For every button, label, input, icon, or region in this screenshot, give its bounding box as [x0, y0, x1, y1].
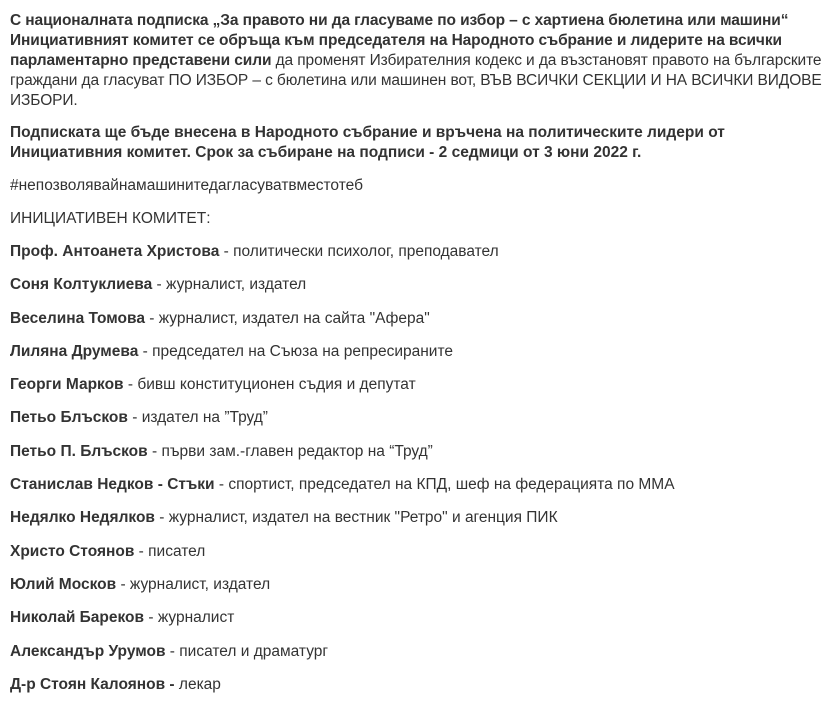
member-description: - писател и драматург [165, 642, 329, 660]
member-name: Станислав Недков - Стъки [10, 476, 215, 494]
committee-member [10, 542, 827, 562]
member-description: лекар [174, 675, 221, 693]
committee-member [10, 508, 827, 528]
committee-member [10, 475, 827, 495]
committee-member [10, 375, 827, 395]
member-name: Георги Марков [10, 376, 124, 394]
intro-bold-text: С националната подписка „За правото ни да гласуваме по избор – с хартиена бюлетина или машини“ Инициативният комитет се обръща към председателя на Народното събрание и лидерите на всички парламентарно представени сили [10, 12, 789, 69]
member-description: - журналист, издател на вестник "Ретро" и агенция ПИК [154, 509, 558, 527]
member-description: - журналист [144, 609, 235, 627]
intro-regular-text: да променят Избирателния кодекс и да възстановят правото на българските граждани да гласуват ПО ИЗБОР – с бюлетина или машинен вот, ВЪВ ВСИЧКИ СЕКЦИИ И НА ВСИЧКИ ВИДОВЕ ИЗБОРИ. [10, 52, 822, 109]
member-name: Проф. Антоанета Христова [10, 243, 220, 260]
member-description: - председател на Съюза на репресираните [138, 342, 453, 360]
member-description: - политически психолог, преподавател [219, 243, 499, 260]
committee-member [10, 575, 827, 595]
committee-heading: ИНИЦИАТИВЕН КОМИТЕТ: [10, 210, 211, 227]
member-name: Петьо Блъсков [10, 409, 128, 427]
member-name: Юлий Москов [10, 575, 117, 593]
committee-member [10, 442, 827, 462]
committee-member [10, 309, 827, 329]
committee-member [10, 275, 827, 295]
member-description: - журналист, издател [152, 276, 307, 294]
member-name: Недялко Недялков [10, 509, 155, 527]
committee-member [10, 608, 827, 628]
committee-member [10, 242, 827, 262]
member-name: Христо Стоянов [10, 542, 135, 560]
committee-member-list [10, 242, 827, 695]
member-description: - журналист, издател на сайта "Афера" [144, 309, 430, 327]
member-name: Лиляна Друмева [10, 342, 139, 360]
committee-member [10, 408, 827, 428]
committee-member [10, 642, 827, 662]
deadline-note [10, 123, 827, 163]
committee-member [10, 675, 827, 695]
member-name: Александър Урумов [10, 642, 166, 660]
member-description: - издател на ”Труд” [127, 409, 268, 427]
deadline-note-text: Подписката ще бъде внесена в Народното събрание и връчена на политическите лидери от Инициативния комитет. Срок за събиране на подписи - 2 седмици от 3 юни 2022 г. [10, 124, 725, 161]
member-name: Петьо П. Блъсков [10, 442, 148, 460]
member-description: - спортист, председател на КПД, шеф на федерацията по ММА [214, 476, 675, 494]
member-name: Соня Колтуклиева [10, 276, 153, 294]
member-description: - писател [134, 542, 206, 560]
member-name: Д-р Стоян Калоянов - [10, 675, 175, 693]
member-description: - първи зам.-главен редактор на “Труд” [147, 442, 433, 460]
member-name: Веселина Томова [10, 309, 145, 327]
member-name: Николай Бареков [10, 609, 145, 627]
intro-paragraph [10, 11, 827, 111]
hashtag: #непозволявайнамашинитедагласуватвместотеб [10, 177, 363, 194]
member-description: - журналист, издател [116, 575, 271, 593]
committee-member [10, 342, 827, 362]
member-description: - бивш конституционен съдия и депутат [123, 376, 416, 394]
